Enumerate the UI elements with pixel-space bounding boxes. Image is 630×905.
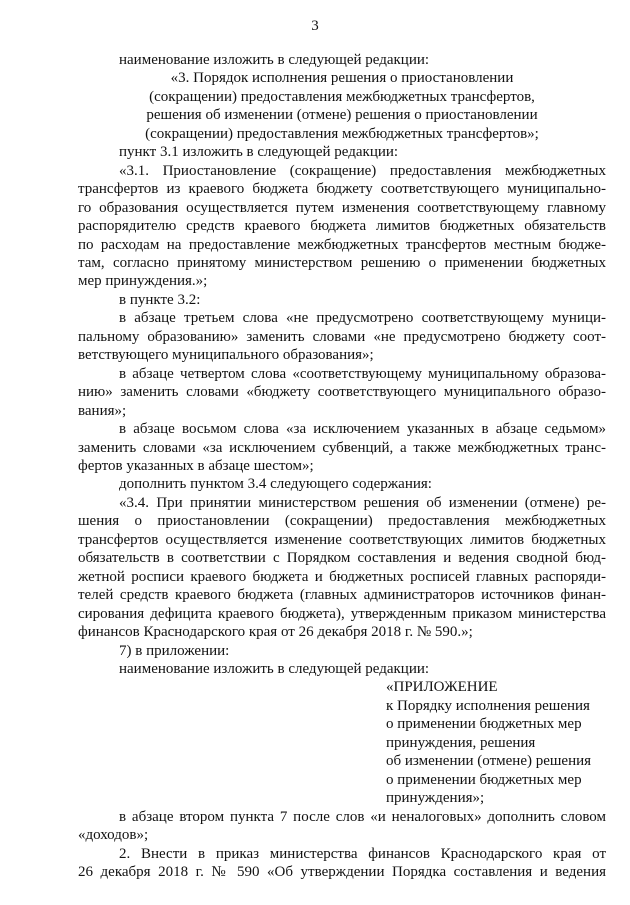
paragraph-line: пальному образованию» заменить словами «не предусмотрено бюджету соот- bbox=[78, 329, 606, 345]
paragraph-line: финансов Краснодарского края от 26 декабря 2018 г. № 590.»; bbox=[78, 624, 473, 640]
paragraph-line: дополнить пунктом 3.4 следующего содержания: bbox=[119, 476, 432, 492]
paragraph-line: телей средств краевого бюджета (главных администраторов источников финан- bbox=[78, 587, 606, 603]
paragraph-line: там, согласно принятому министерством решению о применении бюджетных bbox=[78, 255, 606, 271]
appendix-line: принуждения»; bbox=[386, 790, 485, 806]
paragraph-line: наименование изложить в следующей редакции: bbox=[119, 52, 430, 68]
page-number: 3 bbox=[311, 18, 319, 34]
paragraph-line: 2. Внести в приказ министерства финансов Краснодарского края от bbox=[119, 846, 606, 862]
paragraph-line: распорядителю средств краевого бюджета лимитов бюджетных обязательств bbox=[78, 218, 606, 234]
paragraph-line: «3.4. При принятии министерством решения об изменении (отмене) ре- bbox=[119, 495, 606, 511]
paragraph-line: жетной росписи краевого бюджета и бюджетных росписей главных распоряди- bbox=[78, 569, 606, 585]
paragraph-line: в абзаце третьем слова «не предусмотрено соответствующему муници- bbox=[119, 310, 606, 326]
appendix-line: к Порядку исполнения решения bbox=[386, 698, 590, 714]
paragraph-line: фертов указанных в абзаце шестом»; bbox=[78, 458, 314, 474]
paragraph-line: по расходам на предоставление межбюджетных трансфертов местным бюдже- bbox=[78, 237, 606, 253]
title-line: решения об изменении (отмене) решения о приостановлении bbox=[146, 107, 538, 123]
paragraph-line: сирования дефицита краевого бюджета), утвержденным приказом министерства bbox=[78, 606, 606, 622]
paragraph-line: в абзаце четвертом слова «соответствующему муниципальному образова- bbox=[119, 366, 606, 382]
paragraph-line: заменить словами «за исключением субвенций, а также межбюджетных транс- bbox=[78, 440, 606, 456]
paragraph-line: 7) в приложении: bbox=[119, 643, 230, 659]
paragraph-line: пункт 3.1 изложить в следующей редакции: bbox=[119, 144, 399, 160]
paragraph-line: «доходов»; bbox=[78, 827, 149, 843]
paragraph-line: в пункте 3.2: bbox=[119, 292, 201, 308]
title-line: «3. Порядок исполнения решения о приостановлении bbox=[170, 70, 514, 86]
paragraph-line: нию» заменить словами «бюджету соответствующего муниципального образо- bbox=[78, 384, 606, 400]
appendix-line: об изменении (отмене) решения bbox=[386, 753, 592, 769]
paragraph-line: 26 декабря 2018 г. № 590 «Об утверждении Порядка составления и ведения bbox=[78, 864, 606, 880]
paragraph-line: трансфертов из краевого бюджета бюджету соответствующего муниципально- bbox=[78, 181, 606, 197]
paragraph-line: ветствующего муниципального образования»; bbox=[78, 347, 374, 363]
paragraph-line: «3.1. Приостановление (сокращение) предоставления межбюджетных bbox=[119, 163, 606, 179]
paragraph-line: го образования осуществляется путем изменения соответствующему главному bbox=[78, 200, 606, 216]
paragraph-line: шения о приостановлении (сокращении) предоставления межбюджетных bbox=[78, 513, 606, 529]
appendix-line: о применении бюджетных мер bbox=[386, 716, 582, 732]
paragraph-line: в абзаце восьмом слова «за исключением указанных в абзаце седьмом» bbox=[119, 421, 606, 437]
paragraph-line: наименование изложить в следующей редакции: bbox=[119, 661, 430, 677]
paragraph-line: обязательств в соответствии с Порядком составления и ведения сводной бюд- bbox=[78, 550, 606, 566]
paragraph-line: мер принуждения.»; bbox=[78, 273, 208, 289]
paragraph-line: трансфертов осуществляется изменение соответствующих лимитов бюджетных bbox=[78, 532, 606, 548]
appendix-line: принуждения, решения bbox=[386, 735, 536, 751]
paragraph-line: вания»; bbox=[78, 403, 127, 419]
appendix-line: «ПРИЛОЖЕНИЕ bbox=[386, 679, 498, 695]
title-line: (сокращении) предоставления межбюджетных трансфертов»; bbox=[145, 126, 539, 142]
paragraph-line: в абзаце втором пункта 7 после слов «и неналоговых» дополнить словом bbox=[119, 809, 606, 825]
appendix-line: о применении бюджетных мер bbox=[386, 772, 582, 788]
title-line: (сокращении) предоставления межбюджетных трансфертов, bbox=[149, 89, 535, 105]
